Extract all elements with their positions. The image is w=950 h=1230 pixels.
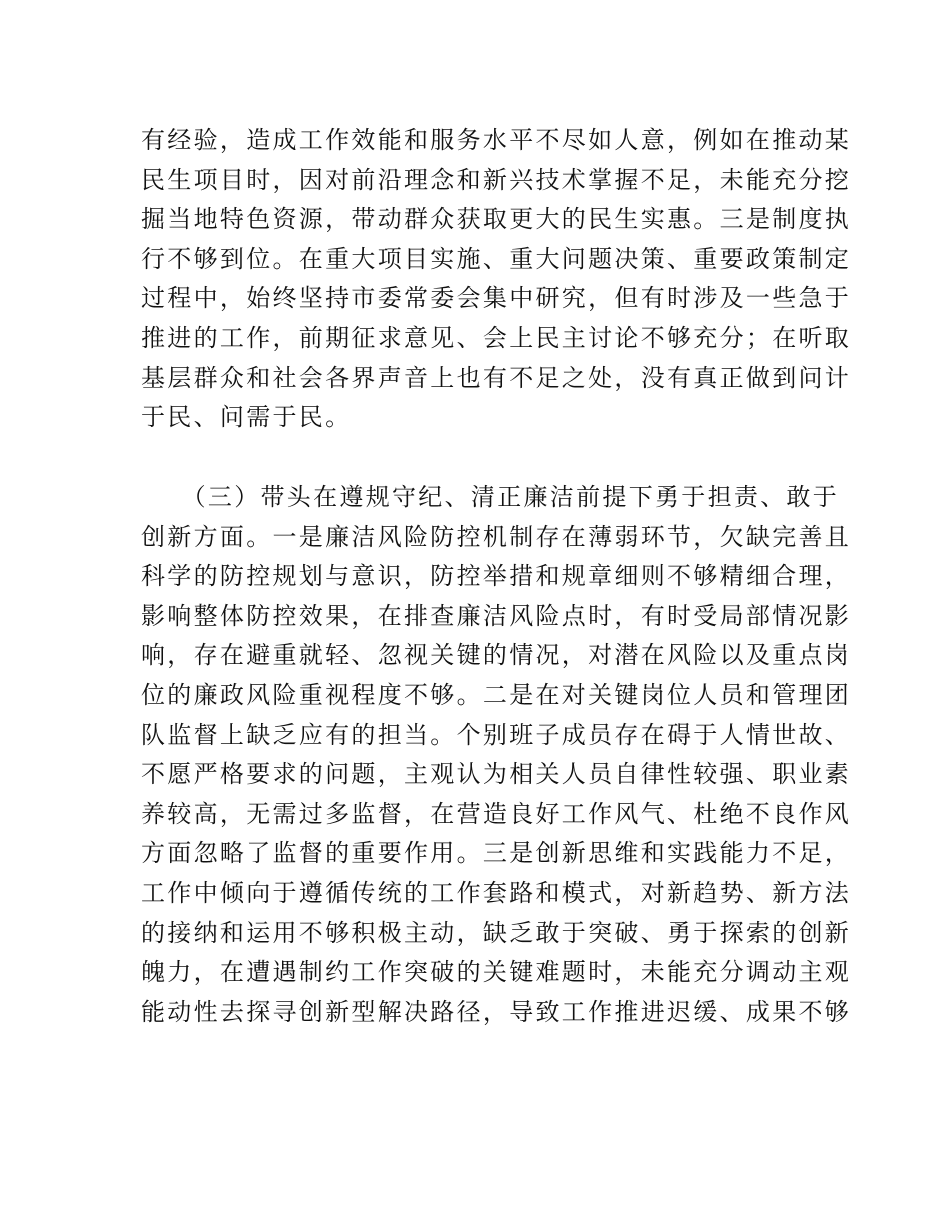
paragraph-line: 创新方面。一是廉洁风险防控机制存在薄弱环节，欠缺完善且 bbox=[141, 522, 852, 551]
paragraph-line: （三）带头在遵规守纪、清正廉洁前提下勇于担责、敢于 bbox=[141, 483, 840, 511]
paragraph-line: 的接纳和运用不够积极主动，缺乏敢于突破、勇于探索的创新 bbox=[141, 918, 852, 947]
paragraph-line: 民生项目时，因对前沿理念和新兴技术掌握不足，未能充分挖 bbox=[141, 165, 852, 194]
paragraph-line: 推进的工作，前期征求意见、会上民主讨论不够充分；在听取 bbox=[141, 323, 852, 352]
paragraph-line: 科学的防控规划与意识，防控举措和规章细则不够精细合理， bbox=[141, 562, 852, 591]
paragraph-line: 魄力，在遭遇制约工作突破的关键难题时，未能充分调动主观 bbox=[141, 958, 852, 987]
paragraph-line: 有经验，造成工作效能和服务水平不尽如人意，例如在推动某 bbox=[141, 126, 852, 154]
paragraph-line: 基层群众和社会各界声音上也有不足之处，没有真正做到问计 bbox=[141, 363, 852, 392]
paragraph-line: 能动性去探寻创新型解决路径，导致工作推进迟缓、成果不够 bbox=[141, 997, 852, 1026]
paragraph-line: 过程中，始终坚持市委常委会集中研究，但有时涉及一些急于 bbox=[141, 284, 852, 313]
paragraph-line: 位的廉政风险重视程度不够。二是在对关键岗位人员和管理团 bbox=[141, 680, 852, 709]
paragraph-line: 方面忽略了监督的重要作用。三是创新思维和实践能力不足， bbox=[141, 839, 852, 868]
paragraph-line: 不愿严格要求的问题，主观认为相关人员自律性较强、职业素 bbox=[141, 760, 852, 789]
paragraph-line: 掘当地特色资源，带动群众获取更大的民生实惠。三是制度执 bbox=[141, 205, 852, 234]
paragraph-line: 于民、问需于民。 bbox=[141, 403, 352, 432]
paragraph-line: 影响整体防控效果，在排查廉洁风险点时，有时受局部情况影 bbox=[141, 601, 852, 630]
paragraph-line: 响，存在避重就轻、忽视关键的情况，对潜在风险以及重点岗 bbox=[141, 641, 852, 670]
paragraph-2 bbox=[141, 478, 852, 1032]
paragraph-1 bbox=[141, 121, 852, 438]
paragraph-line: 行不够到位。在重大项目实施、重大问题决策、重要政策制定 bbox=[141, 244, 852, 273]
paragraph-line: 队监督上缺乏应有的担当。个别班子成员存在碍于人情世故、 bbox=[141, 720, 852, 749]
paragraph-line: 工作中倾向于遵循传统的工作套路和模式，对新趋势、新方法 bbox=[141, 878, 852, 907]
paragraph-line: 养较高，无需过多监督，在营造良好工作风气、杜绝不良作风 bbox=[141, 799, 852, 828]
